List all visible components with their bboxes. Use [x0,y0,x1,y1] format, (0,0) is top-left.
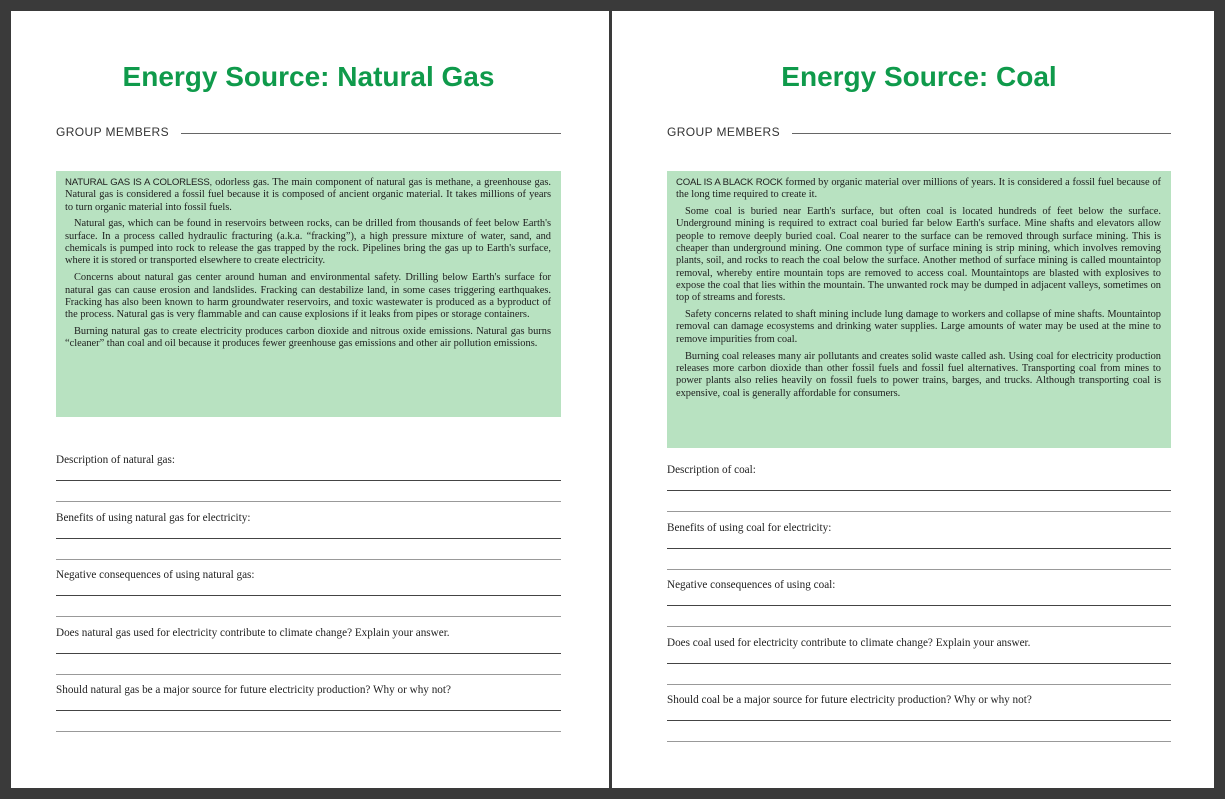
info-box [56,171,561,417]
question-prompt: Negative consequences of using natural gas: [56,569,255,581]
answer-line[interactable] [667,605,1171,606]
question-prompt: Description of coal: [667,464,756,476]
group-members-label: GROUP MEMBERS [667,125,780,139]
answer-line[interactable] [56,538,561,539]
question-item [56,568,561,626]
group-members-write-line[interactable] [181,133,561,134]
answer-line[interactable] [667,511,1171,512]
question-item [667,521,1171,579]
info-paragraph: Concerns about natural gas center around human and environmental safety. Drilling below Earth's surface for natural gas can cause erosion and landslides. Fracking can destabilize land, in some cases triggering earthquakes. Fracking has also been known to harm groundwater reservoirs, and toxic wastewater is produced as a byproduct of the process. Natural gas is very flammable and can cause explosions if it leaks from pipes or storage containers. [65,272,551,321]
answer-line[interactable] [667,569,1171,570]
page-column [56,11,561,788]
page-column [667,11,1171,788]
question-prompt: Benefits of using natural gas for electricity: [56,511,251,524]
answer-line[interactable] [56,480,561,481]
answer-line[interactable] [56,674,561,675]
answer-line[interactable] [56,559,561,560]
question-item [667,693,1171,751]
answer-line[interactable] [667,684,1171,685]
question-prompt: Description of natural gas: [56,454,175,466]
question-item [56,453,561,511]
question-item [56,683,561,741]
answer-line[interactable] [56,595,561,596]
question-list [56,453,561,741]
info-paragraph [65,177,551,214]
question-item [667,463,1171,521]
answer-line[interactable] [667,720,1171,721]
info-paragraph [676,177,1161,202]
info-paragraph: Some coal is buried near Earth's surface, but often coal is located hundreds of feet below the surface. Underground mining is required to extract coal buried far below Earth's surface. Mine shafts and elevators allow people to remove deeply buried coal. Coal nearer to the surface can be removed through surface mining. This is cheaper than underground mining. One common type of surface mining is strip mining, which involves removing plants, soil, and rocks to reach the coal below the surface. Another method of surface mining is called mountaintop removal, whereby entire mountain tops are removed to access coal. Mountaintops are blasted with explosives to expose the coal that lies within the mountain. The unwanted rock may be dumped in adjacent valleys, sometimes on top of streams and forests. [676,206,1161,304]
answer-line[interactable] [56,501,561,502]
answer-line[interactable] [667,548,1171,549]
info-paragraph: Safety concerns related to shaft mining include lung damage to workers and collapse of mine shafts. Mountaintop removal can damage ecosystems and drinking water supplies. Large amounts of water may be used at the mine to remove impurities from coal. [676,309,1161,345]
question-prompt: Should natural gas be a major source for future electricity production? Why or why not? [56,684,451,696]
worksheet-page-coal [612,11,1214,788]
answer-line[interactable] [56,731,561,732]
page-title: Energy Source: Natural Gas [122,61,495,92]
info-paragraph: Natural gas, which can be found in reservoirs between rocks, can be drilled from thousands of feet below Earth's surface. In a process called hydraulic fracturing (a.k.a. “fracking”), a high pressure mixture of water, sand, and chemicals is pumped into rock to release the gas trapped by the rock. Pipelines bring the gas up to Earth's surface, where it is stored or transported elsewhere to create electricity. [65,218,551,267]
question-item [56,511,561,569]
group-members-row [56,124,561,140]
group-members-write-line[interactable] [792,133,1171,134]
question-prompt: Benefits of using coal for electricity: [667,521,832,534]
info-paragraph: Burning natural gas to create electricity produces carbon dioxide and nitrous oxide emissions. Natural gas burns “cleaner” than coal and oil because it produces fewer greenhouse gas emissions and other air pollution emissions. [65,326,551,350]
page-title: Energy Source: Coal [781,61,1057,92]
answer-line[interactable] [56,653,561,654]
question-prompt: Does coal used for electricity contribute to climate change? Explain your answer. [667,636,1031,649]
info-lead-in: COAL IS A BLACK ROCK [676,177,783,188]
question-prompt: Does natural gas used for electricity contribute to climate change? Explain your answer. [56,626,450,639]
info-lead-in: NATURAL GAS IS A COLORLESS, [65,177,213,188]
question-prompt: Should coal be a major source for future electricity production? Why or why not? [667,694,1032,706]
answer-line[interactable] [667,626,1171,627]
question-prompt: Negative consequences of using coal: [667,579,836,591]
group-members-label: GROUP MEMBERS [56,125,169,139]
question-item [667,578,1171,636]
worksheet-page-natural-gas [11,11,609,788]
info-paragraph-text: formed by organic material over millions of years. It is considered a fossil fuel because of the long time required to create it. [676,177,1161,201]
answer-line[interactable] [56,710,561,711]
info-box [667,171,1171,448]
info-paragraph: Burning coal releases many air pollutants and creates solid waste called ash. Using coal for electricity production releases more carbon dioxide than other fossil fuels and fossil fuel alternatives. Transporting coal from mines to power plants also relies heavily on fossil fuels to power trains, barges, and trucks. Although transporting coal is expensive, coal is generally affordable for consumers. [676,350,1161,399]
answer-line[interactable] [667,490,1171,491]
question-item [667,636,1171,694]
info-paragraph-text: odorless gas. The main component of natural gas is methane, a greenhouse gas. Natural gas is considered a fossil fuel because it is composed of ancient organic material. It takes millions of years to turn organic material into fossil fuels. [65,177,551,213]
answer-line[interactable] [56,616,561,617]
question-list [667,463,1171,751]
answer-line[interactable] [667,663,1171,664]
answer-line[interactable] [667,741,1171,742]
group-members-row [667,124,1171,140]
question-item [56,626,561,684]
